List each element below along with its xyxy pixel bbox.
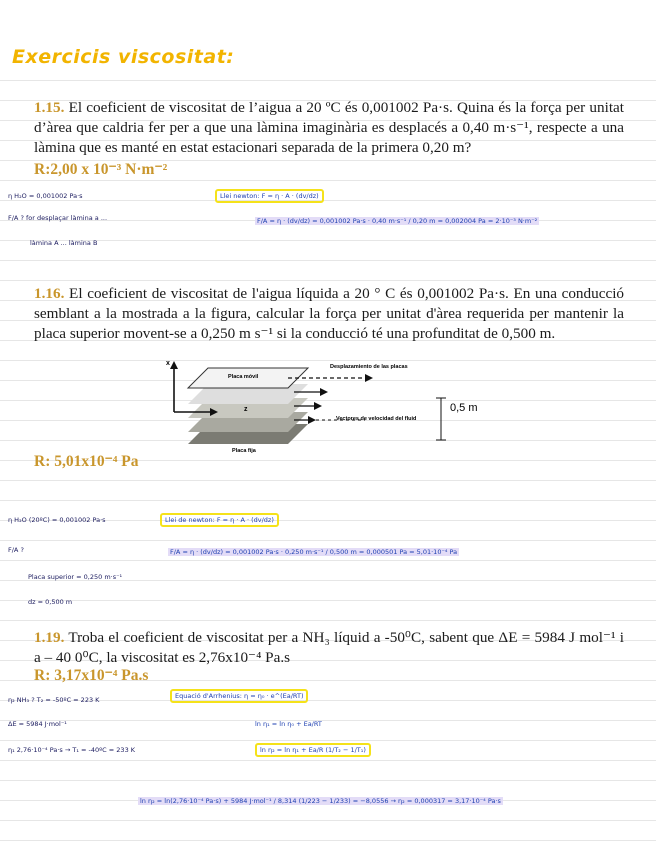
note-eta: η H₂O = 0,001002 Pa·s xyxy=(8,192,83,200)
note-force-area: F/A ? for desplaçar làmina a ... xyxy=(8,214,108,222)
note-dz: dz = 0,500 m xyxy=(28,598,73,606)
note-eta1: η₁ 2,76·10⁻⁴ Pa·s → T₁ = -40ºC = 233 K xyxy=(8,746,136,754)
note-placa: Placa superior = 0,250 m·s⁻¹ xyxy=(28,573,123,581)
answer-1-16: R: 5,01x10⁻⁴ Pa xyxy=(34,453,139,470)
bottom-plate-label: Placa fija xyxy=(232,448,256,454)
note-newton-law: Llei de newton: F = η · A · (dv/dz) xyxy=(160,516,279,524)
note-eta: η H₂O (20ºC) = 0,001002 Pa·s xyxy=(8,516,106,524)
displacement-label: Desplazamiento de las placas xyxy=(330,364,408,370)
note-ln2: ln η₂ = ln η₁ + Ea/R (1/T₂ − 1/T₁) xyxy=(255,746,371,754)
note-arrhenius: Equació d'Arrhenius: η = η₀ · e^(Ea/RT) xyxy=(170,692,308,700)
note-final: ln η₂ = ln(2,76·10⁻⁴ Pa·s) + 5984 J·mol⁻¹ / 8,314 (1/223 − 1/233) = −8,0556 → η₂ = 0,000317 = 3,17·10⁻⁴ Pa·s xyxy=(140,797,501,805)
note-calculation: F/A = η · (dv/dz) = 0,001002 Pa·s · 0,40 m·s⁻¹ / 0,20 m = 0,002004 Pa = 2·10⁻³ N·m⁻² xyxy=(257,217,538,225)
page-title: Exercicis viscositat: xyxy=(12,46,235,68)
axis-z-label: z xyxy=(244,406,248,413)
top-plate-label: Placa móvil xyxy=(228,374,259,380)
velocity-vectors-label: Vectores de velocidad del fluid xyxy=(336,416,417,422)
plates-figure xyxy=(160,360,500,460)
axis-x-label: x xyxy=(166,360,170,367)
depth-label: 0,5 m xyxy=(450,402,478,414)
note-ln1: ln η₁ = ln η₀ + Ea/RT xyxy=(255,720,322,728)
problem-1-15 xyxy=(34,98,624,158)
problem-1-19 xyxy=(34,628,624,668)
problem-text: Troba el coeficient de viscositat per a NH₃ líquid a -50⁰C, sabent que ΔE = 5984 J mol⁻¹ i a – 40 0⁰C, la viscositat es 2,76x10⁻⁴ Pa.s xyxy=(34,629,624,666)
problem-1-16 xyxy=(34,284,624,344)
note-delta-e: ΔE = 5984 J·mol⁻¹ xyxy=(8,720,67,728)
problem-number: 1.16. xyxy=(34,285,65,302)
problem-number: 1.15. xyxy=(34,99,65,116)
problem-text: El coeficient de viscositat de l'aigua líquida a 20 ° C és 0,001002 Pa·s. En una conducció semblant a la mostrada a la figura, calcular la força per unitat d'àrea requerida per mantenir la placa superior movent-se a 0,250 m s⁻¹ si la conducció té una profunditat de 0,500 m. xyxy=(34,285,625,342)
answer-1-15: R:2,00 x 10⁻³ N·m⁻² xyxy=(34,161,168,178)
note-force-area: F/A ? xyxy=(8,546,24,554)
note-eta2: η₂ NH₃ ? T₂ = -50ºC = 223 K xyxy=(8,696,100,704)
problem-number: 1.19. xyxy=(34,629,65,646)
problem-text: El coeficient de viscositat de l’aigua a 20 ºC és 0,001002 Pa·s. Quina és la força per unitat d’àrea que caldria fer per a que una làmina imaginària es desplacés a 0,40 m·s⁻¹, respecte a una làmina que es manté en estat estacionari separada de la primera 0,20 m? xyxy=(34,99,624,156)
answer-1-19: R: 3,17x10⁻⁴ Pa.s xyxy=(34,667,149,684)
note-calculation: F/A = η · (dv/dz) = 0,001002 Pa·s · 0,250 m·s⁻¹ / 0,500 m = 0,000501 Pa = 5,01·10⁻⁴ Pa xyxy=(170,548,458,556)
note-newton-law: Llei newton: F = η · A · (dv/dz) xyxy=(215,192,324,200)
note-lamina: làmina A ... làmina B xyxy=(30,239,98,247)
